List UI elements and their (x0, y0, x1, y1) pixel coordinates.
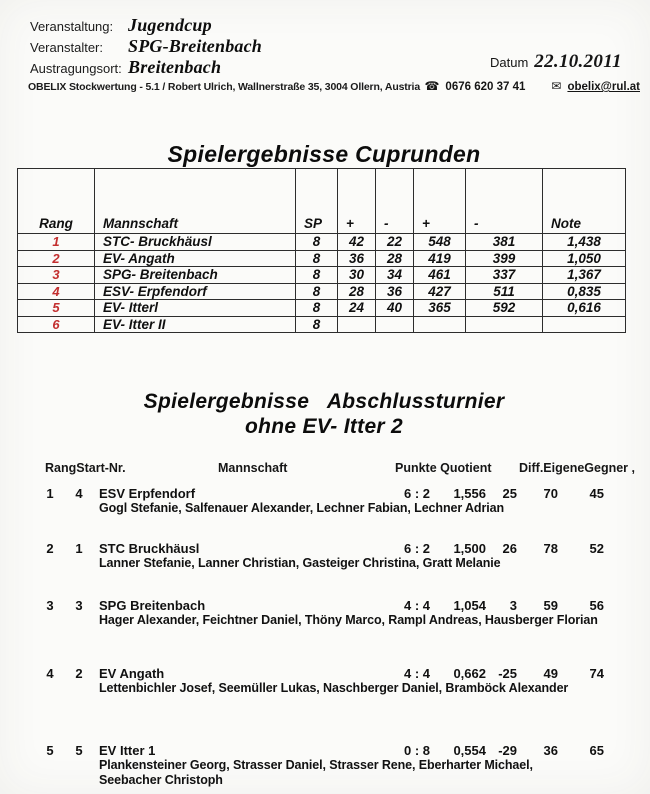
rank-cell: 1 (18, 234, 95, 251)
col-header-note: Note (543, 169, 626, 234)
games-cell: 8 (296, 250, 338, 267)
minus-cell: 28 (376, 250, 414, 267)
opponent-points: 65 (589, 743, 604, 758)
plus-cell: 30 (338, 267, 376, 284)
col-header-mannschaft: Mannschaft (95, 169, 296, 234)
start-number: 3 (75, 598, 83, 613)
email-icon: ✉ (551, 79, 562, 93)
rank-cell: 5 (18, 300, 95, 317)
stock-minus-cell: 381 (466, 234, 543, 251)
opponent-points: 45 (589, 486, 604, 501)
note-cell: 0,616 (543, 300, 626, 317)
points: 0 : 8 (403, 743, 430, 758)
stock-plus-cell (414, 316, 466, 333)
stock-plus-cell: 461 (414, 267, 466, 284)
note-cell: 1,438 (543, 234, 626, 251)
quotient: 1,500 (453, 541, 486, 556)
cup-table-row (18, 283, 626, 300)
contact-line (424, 79, 640, 93)
col-header-plus-games: + (338, 169, 376, 234)
minus-cell: 22 (376, 234, 414, 251)
stock-minus-cell (466, 316, 543, 333)
final-results-subtitle: ohne EV- Itter 2 (244, 415, 404, 438)
note-cell (543, 316, 626, 333)
col-header-punkte-quotient: Punkte Quotient (395, 461, 492, 475)
date-label: Datum (490, 55, 529, 70)
team-name: SPG Breitenbach (99, 598, 206, 613)
team-cell: SPG- Breitenbach (95, 267, 296, 284)
field-label: Veranstaltung: (30, 19, 114, 34)
diff: 26 (502, 541, 517, 556)
field-value: Jugendcup (128, 15, 212, 35)
rank: 2 (46, 541, 54, 556)
date-field (490, 51, 622, 73)
games-cell: 8 (296, 267, 338, 284)
stock-minus-cell: 592 (466, 300, 543, 317)
start-number: 1 (75, 541, 83, 556)
own-points: 78 (543, 541, 558, 556)
col-header-minus-stock: - (466, 169, 543, 234)
diff: -25 (498, 666, 517, 681)
rank-cell: 2 (18, 250, 95, 267)
field-label: Austragungsort: (30, 61, 122, 76)
col-header-rang-start: RangStart-Nr. (45, 461, 126, 475)
own-points: 70 (543, 486, 558, 501)
own-points: 36 (543, 743, 558, 758)
final-results-title: Spielergebnisse Abschlussturnier (143, 390, 505, 413)
email-address: obelix@rul.at (567, 81, 640, 93)
col-header-rang: Rang (18, 169, 95, 234)
phone-icon: ☎ (424, 79, 440, 93)
col-header-sp: SP (296, 169, 338, 234)
note-cell: 1,367 (543, 267, 626, 284)
points: 4 : 4 (403, 666, 430, 681)
quotient: 0,662 (453, 666, 486, 681)
date-value: 22.10.2011 (534, 51, 622, 72)
stock-plus-cell: 419 (414, 250, 466, 267)
team-cell: EV- Itterl (95, 300, 296, 317)
opponent-points: 74 (589, 666, 604, 681)
stock-minus-cell: 399 (466, 250, 543, 267)
cup-table-row (18, 234, 626, 251)
own-points: 49 (543, 666, 558, 681)
start-number: 4 (75, 486, 83, 501)
stock-plus-cell: 548 (414, 234, 466, 251)
quotient: 1,054 (453, 598, 486, 613)
rank: 1 (46, 486, 54, 501)
team-cell: ESV- Erpfendorf (95, 283, 296, 300)
software-credit-line: OBELIX Stockwertung - 5.1 / Robert Ulrich, Wallnerstraße 35, 3004 Ollern, Austria (28, 81, 421, 93)
plus-cell (338, 316, 376, 333)
team-cell: EV- Angath (95, 250, 296, 267)
points: 6 : 2 (403, 486, 430, 501)
rank-cell: 6 (18, 316, 95, 333)
diff: 3 (509, 598, 517, 613)
players-line: Plankensteiner Georg, Strasser Daniel, Strasser Rene, Eberharter Michael, (99, 758, 533, 772)
minus-cell: 36 (376, 283, 414, 300)
cup-results-title: Spielergebnisse Cuprunden (167, 141, 481, 167)
event-field (30, 15, 212, 36)
players-line: Gogl Stefanie, Salfenauer Alexander, Lechner Fabian, Lechner Adrian (99, 501, 504, 515)
games-cell: 8 (296, 300, 338, 317)
minus-cell: 34 (376, 267, 414, 284)
col-header-plus-stock: + (414, 169, 466, 234)
phone-number: 0676 620 37 41 (445, 81, 526, 93)
field-value: SPG-Breitenbach (128, 36, 263, 56)
note-cell: 1,050 (543, 250, 626, 267)
rank: 4 (46, 666, 54, 681)
rank: 5 (46, 743, 54, 758)
rank-cell: 4 (18, 283, 95, 300)
team-name: ESV Erpfendorf (99, 486, 196, 501)
cup-results-table (17, 168, 626, 333)
stock-minus-cell: 511 (466, 283, 543, 300)
players-line: Lanner Stefanie, Lanner Christian, Gasteiger Christina, Gratt Melanie (99, 556, 501, 570)
opponent-points: 52 (589, 541, 604, 556)
players-line: Lettenbichler Josef, Seemüller Lukas, Naschberger Daniel, Bramböck Alexander (99, 681, 569, 695)
rank: 3 (46, 598, 54, 613)
stock-plus-cell: 427 (414, 283, 466, 300)
team-name: EV Itter 1 (99, 743, 156, 758)
games-cell: 8 (296, 316, 338, 333)
own-points: 59 (543, 598, 558, 613)
col-header-minus-games: - (376, 169, 414, 234)
rank-cell: 3 (18, 267, 95, 284)
cup-table-row (18, 267, 626, 284)
col-header-diff-eigene-gegner: Diff.EigeneGegner , (519, 461, 635, 475)
cup-table-header-row (18, 169, 626, 234)
players-line: Seebacher Christoph (99, 773, 223, 787)
venue-field (30, 57, 221, 78)
diff: 25 (502, 486, 517, 501)
cup-table-row (18, 316, 626, 333)
cup-table-row (18, 300, 626, 317)
opponent-points: 56 (589, 598, 604, 613)
diff: -29 (498, 743, 517, 758)
minus-cell: 40 (376, 300, 414, 317)
points: 6 : 2 (403, 541, 430, 556)
field-label: Veranstalter: (30, 40, 103, 55)
stock-minus-cell: 337 (466, 267, 543, 284)
plus-cell: 28 (338, 283, 376, 300)
start-number: 5 (75, 743, 83, 758)
quotient: 1,556 (453, 486, 486, 501)
start-number: 2 (75, 666, 83, 681)
stock-plus-cell: 365 (414, 300, 466, 317)
team-cell: EV- Itter II (95, 316, 296, 333)
minus-cell (376, 316, 414, 333)
plus-cell: 24 (338, 300, 376, 317)
organizer-field (30, 36, 262, 57)
field-value: Breitenbach (128, 57, 222, 77)
plus-cell: 42 (338, 234, 376, 251)
team-name: EV Angath (99, 666, 165, 681)
team-cell: STC- Bruckhäusl (95, 234, 296, 251)
note-cell: 0,835 (543, 283, 626, 300)
cup-table-row (18, 250, 626, 267)
col-header-mannschaft: Mannschaft (218, 461, 288, 475)
players-line: Hager Alexander, Feichtner Daniel, Thöny Marco, Rampl Andreas, Hausberger Florian (99, 613, 598, 627)
team-name: STC Bruckhäusl (99, 541, 200, 556)
points: 4 : 4 (403, 598, 430, 613)
games-cell: 8 (296, 283, 338, 300)
plus-cell: 36 (338, 250, 376, 267)
games-cell: 8 (296, 234, 338, 251)
quotient: 0,554 (453, 743, 486, 758)
